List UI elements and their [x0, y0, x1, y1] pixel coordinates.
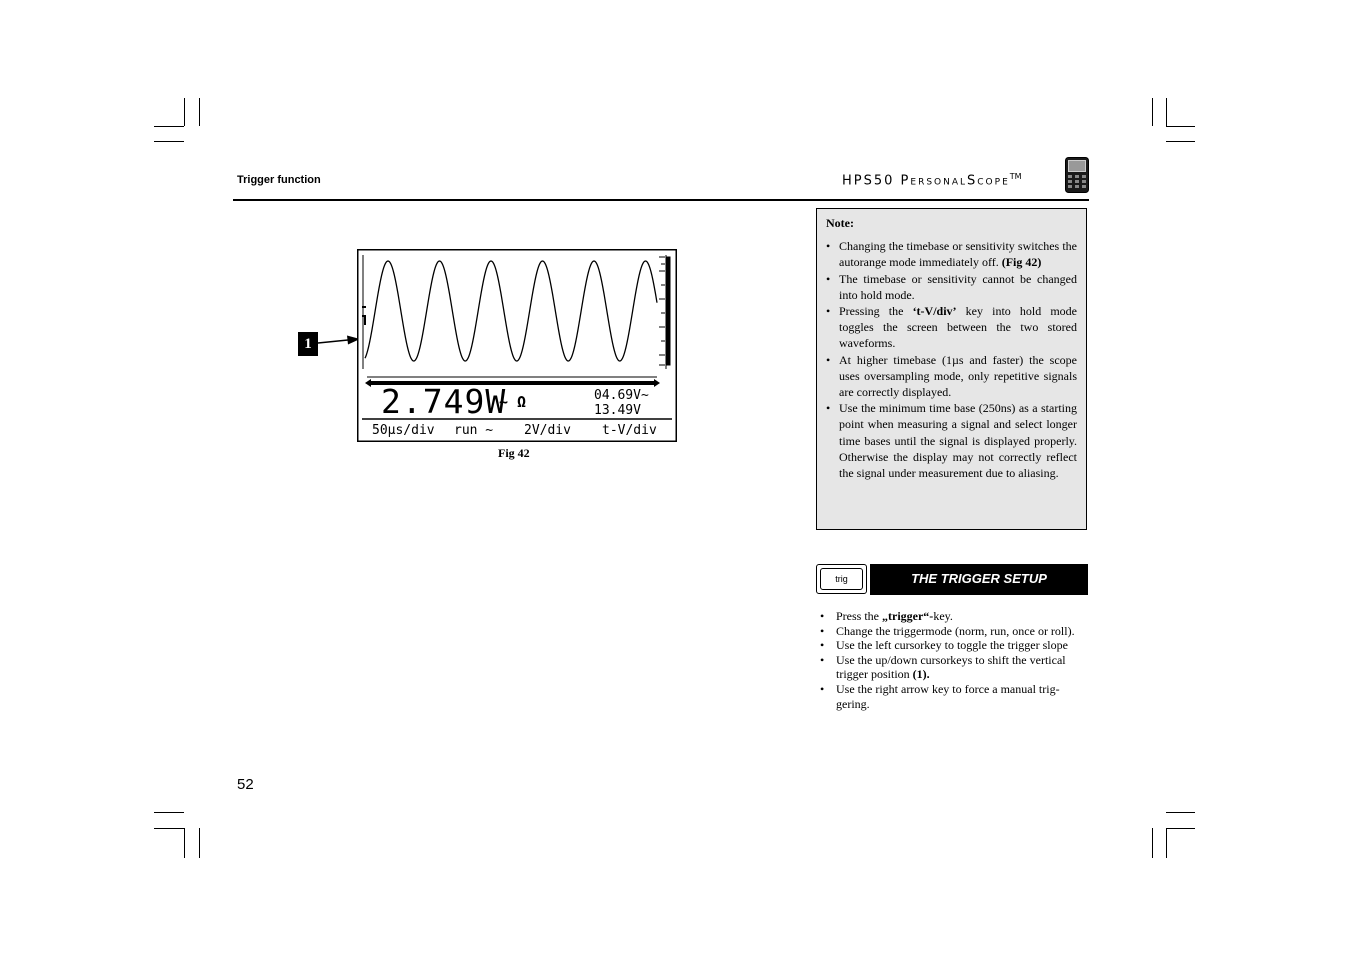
crop-mark	[1166, 126, 1195, 127]
brand-name: HPS50 PersonalScope	[842, 173, 1010, 189]
note-title: Note:	[826, 216, 854, 230]
step-item	[836, 653, 1088, 682]
crop-mark	[1152, 828, 1153, 858]
note-box	[816, 208, 1087, 530]
callout-arrow	[318, 335, 360, 349]
step-text: Press the	[836, 609, 882, 623]
figure-caption: Fig 42	[498, 446, 530, 460]
step-item	[836, 682, 1088, 711]
step-text: key.	[933, 609, 953, 623]
note-item	[839, 352, 1077, 401]
trig-key-icon	[816, 564, 867, 594]
step-item	[836, 624, 1088, 639]
crop-mark	[1166, 828, 1195, 829]
trigger-steps	[820, 609, 1088, 711]
note-item	[839, 400, 1077, 481]
status-timebase: 50μs/div	[372, 423, 435, 438]
reading-symbols: ~ Ω	[499, 393, 527, 411]
step-text: Use the up/down cursorkeys to shift the vertical trigger position	[836, 652, 1066, 682]
scope-device-icon	[1065, 157, 1089, 193]
step-text: Change the triggermode (norm, run, once or roll).	[836, 623, 1075, 638]
header-rule	[233, 199, 1089, 201]
note-text: key into hold mode toggles the screen between the two stored waveforms.	[839, 304, 1077, 351]
step-item	[836, 638, 1088, 653]
note-emphasis: (Fig 42)	[1001, 255, 1042, 270]
step-text: Use the right arrow key to force a manual trig-gering.	[836, 681, 1060, 711]
step-emphasis: (1).	[912, 667, 930, 682]
note-text: At higher timebase (1µs and faster) the scope uses oversampling mode, only repetitive signals are correctly displayed.	[839, 352, 1077, 400]
scope-screen	[357, 249, 677, 442]
note-text: Changing the timebase or sensitivity switches the autorange mode immediately off.	[839, 239, 1077, 270]
brand-title	[842, 172, 1022, 188]
trademark: TM	[1009, 172, 1022, 181]
crop-mark	[199, 828, 200, 858]
note-emphasis: ‘t-V/div’	[912, 304, 957, 319]
note-text: Use the minimum time base (250ns) as a starting point when measuring a signal and select longer time bases until the signal is displayed properly. Otherwise the display may not correctly reflect the signal under measurement due to aliasing.	[839, 401, 1077, 481]
trig-key-label: trig	[820, 568, 863, 590]
crop-mark	[154, 141, 184, 142]
main-reading: 2.749W	[381, 382, 507, 421]
crop-mark	[154, 812, 184, 813]
crop-mark	[184, 828, 185, 858]
side-reading-2: 13.49V	[594, 403, 641, 418]
callout-marker: 1	[298, 332, 318, 356]
page-number: 52	[237, 776, 254, 793]
steps-list	[820, 609, 1088, 711]
step-text: Use the left cursorkey to toggle the trigger slope	[836, 638, 1068, 653]
note-text: Pressing the	[839, 304, 913, 319]
crop-mark	[1152, 98, 1153, 126]
crop-mark	[154, 828, 184, 829]
trigger-setup-banner: THE TRIGGER SETUP	[870, 564, 1088, 595]
crop-mark	[154, 126, 184, 127]
note-item	[839, 238, 1077, 270]
note-text: The timebase or sensitivity cannot be changed into hold mode.	[839, 271, 1077, 302]
crop-mark	[1166, 141, 1195, 142]
note-item	[839, 271, 1077, 303]
crop-mark	[1166, 828, 1167, 858]
crop-mark	[184, 98, 185, 126]
note-list	[826, 238, 1077, 481]
crop-mark	[1166, 812, 1195, 813]
status-volts: 2V/div	[524, 423, 571, 438]
step-item	[836, 609, 1088, 624]
note-item	[839, 303, 1077, 352]
crop-mark	[199, 98, 200, 126]
section-title: Trigger function	[237, 174, 321, 186]
crop-mark	[1166, 98, 1167, 126]
side-reading-1: 04.69V~	[594, 388, 649, 403]
status-key: t-V/div	[602, 423, 657, 438]
step-emphasis: „trigger“-	[882, 609, 934, 623]
status-mode: run ~	[454, 423, 494, 438]
